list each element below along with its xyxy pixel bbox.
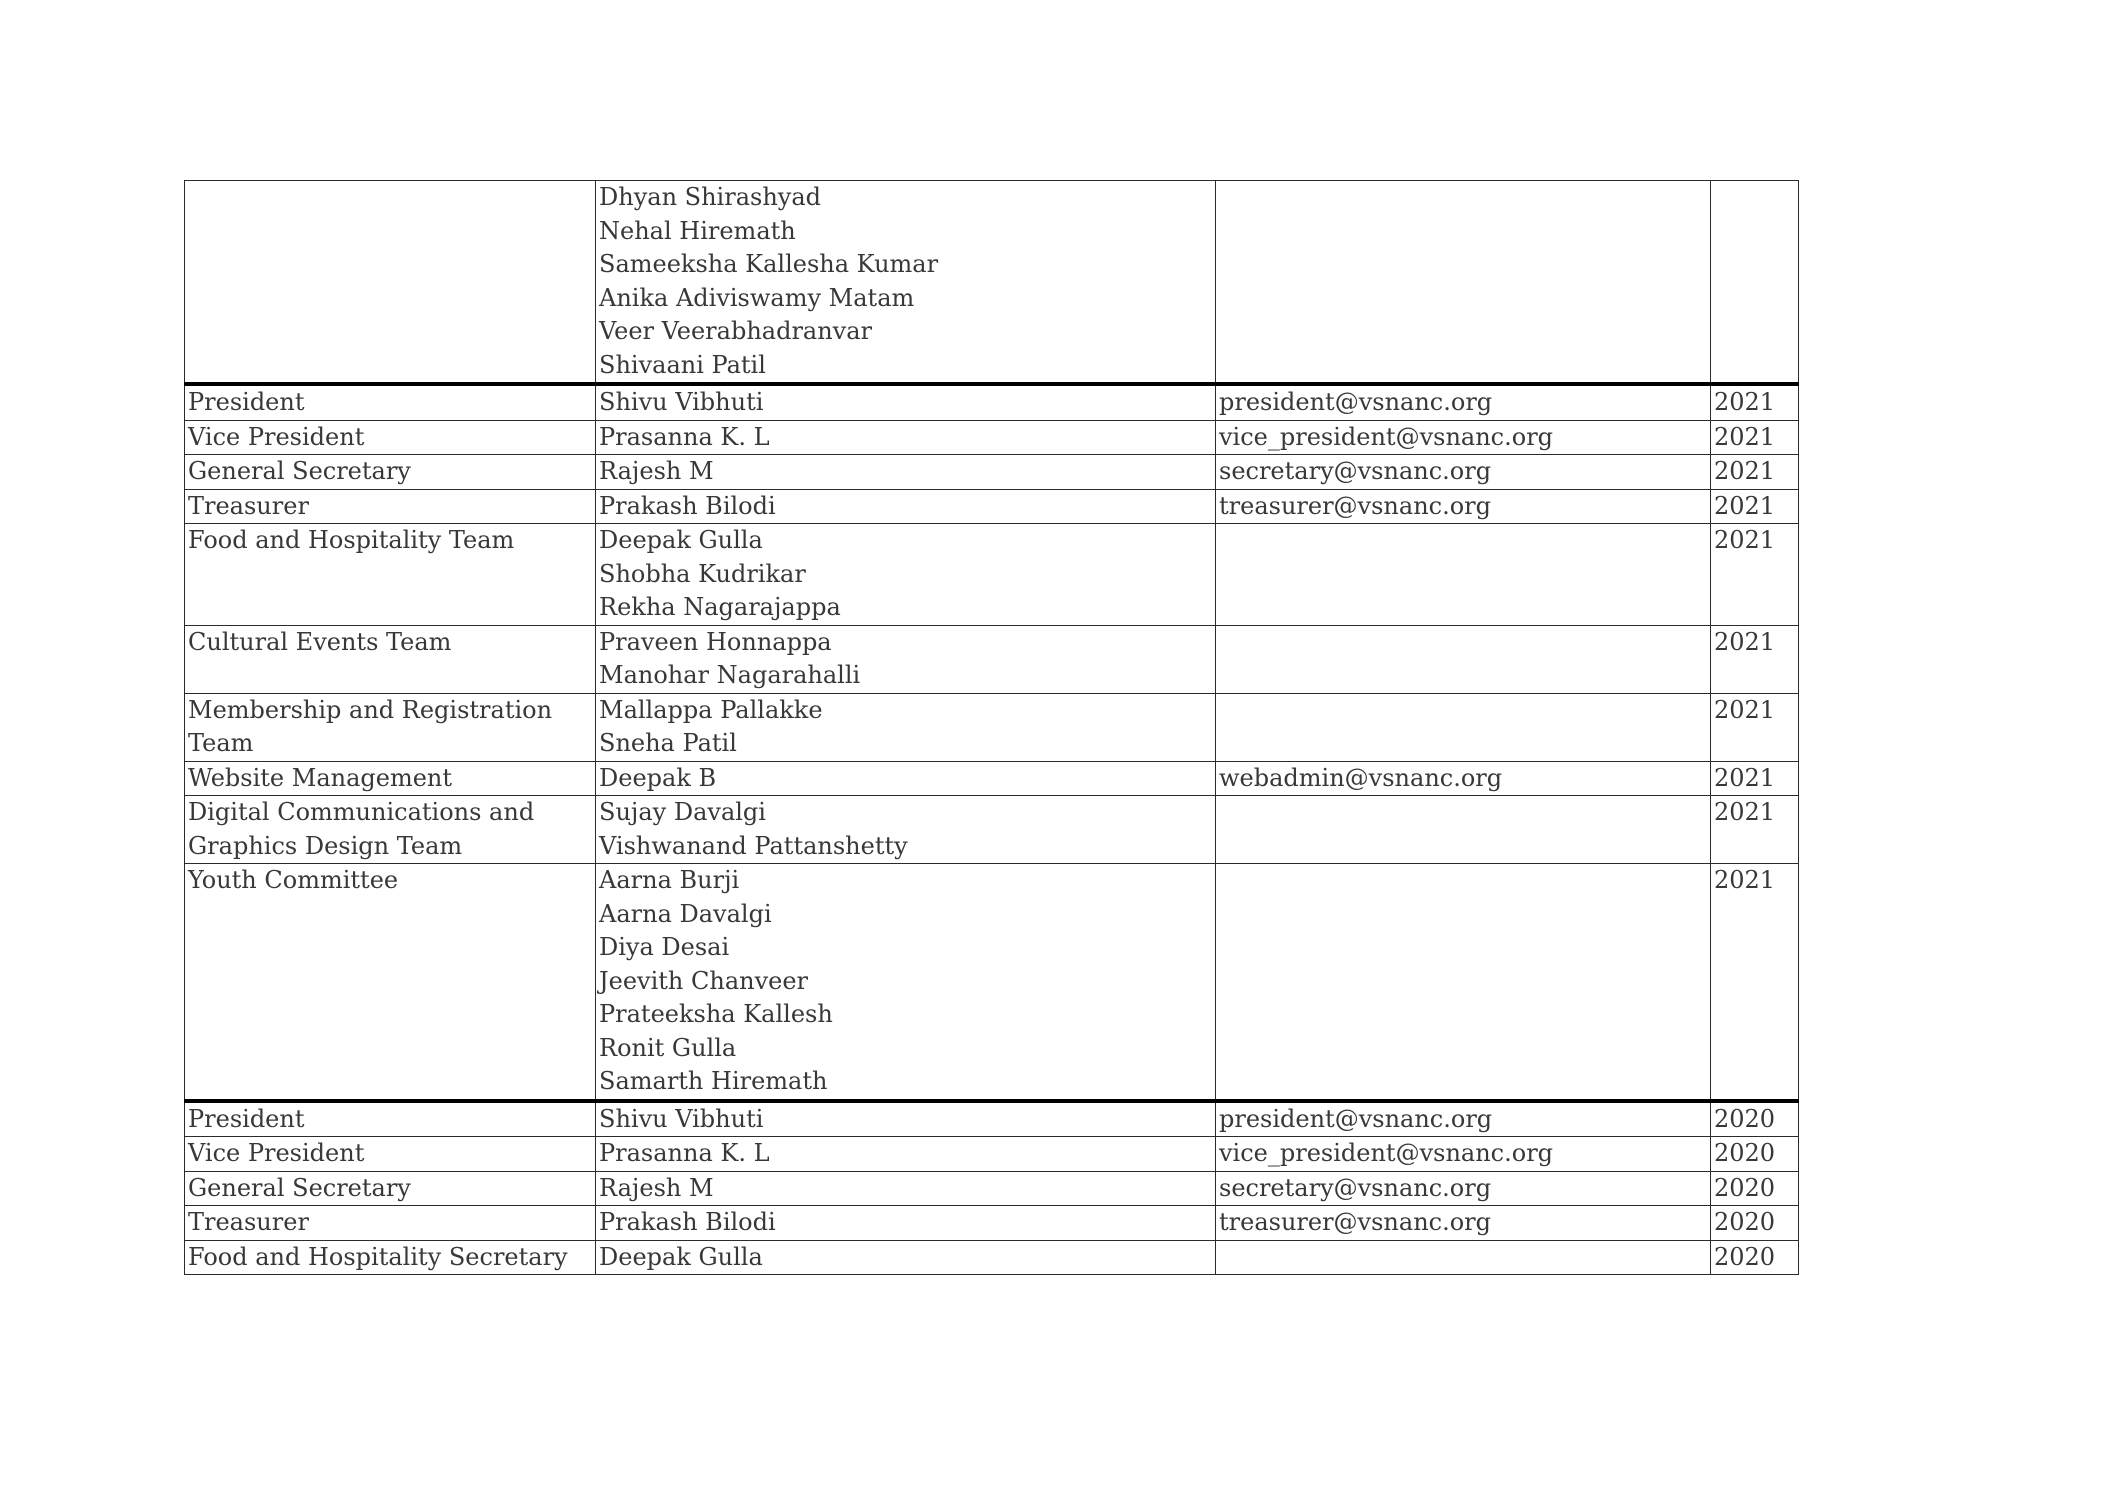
year-cell bbox=[1711, 181, 1799, 385]
members-cell bbox=[596, 524, 1216, 626]
role-cell: President bbox=[185, 384, 596, 420]
members-cell bbox=[596, 1171, 1216, 1206]
members-cell bbox=[596, 455, 1216, 490]
member-name: Shivu Vibhuti bbox=[599, 388, 764, 416]
committee-row bbox=[185, 796, 1799, 864]
committee-row bbox=[185, 384, 1799, 420]
committee-row bbox=[185, 864, 1799, 1101]
email-cell bbox=[1216, 864, 1711, 1101]
email-cell: secretary@vsnanc.org bbox=[1216, 1171, 1711, 1206]
year-cell: 2021 bbox=[1711, 420, 1799, 455]
member-name: Praveen Honnappa bbox=[599, 627, 832, 656]
email-cell bbox=[1216, 181, 1711, 385]
year-cell: 2021 bbox=[1711, 455, 1799, 490]
members-cell bbox=[596, 181, 1216, 385]
year-cell: 2021 bbox=[1711, 489, 1799, 524]
year-cell: 2021 bbox=[1711, 796, 1799, 864]
member-name: Jeevith Chanveer bbox=[599, 966, 809, 995]
members-cell bbox=[596, 489, 1216, 524]
member-name: Rajesh M bbox=[599, 457, 714, 485]
role-cell: Food and Hospitality Secretary bbox=[185, 1240, 596, 1275]
member-name: Deepak Gulla bbox=[599, 1242, 763, 1271]
members-cell bbox=[596, 1101, 1216, 1137]
member-name: Shobha Kudrikar bbox=[599, 559, 806, 588]
table-body bbox=[185, 181, 1799, 1275]
member-name: Manohar Nagarahalli bbox=[599, 661, 861, 689]
email-cell: secretary@vsnanc.org bbox=[1216, 455, 1711, 490]
member-name: Deepak Gulla bbox=[599, 526, 763, 554]
year-cell: 2020 bbox=[1711, 1171, 1799, 1206]
committee-row bbox=[185, 761, 1799, 796]
role-cell: Membership and Registration Team bbox=[185, 693, 596, 761]
member-name: Diya Desai bbox=[599, 933, 730, 961]
member-name: Prasanna K. L bbox=[599, 1139, 770, 1167]
year-cell: 2021 bbox=[1711, 524, 1799, 626]
member-name: Nehal Hiremath bbox=[599, 216, 796, 245]
email-cell bbox=[1216, 1240, 1711, 1275]
role-cell: Website Management bbox=[185, 761, 596, 796]
member-name: Deepak B bbox=[599, 763, 717, 792]
member-name: Rajesh M bbox=[599, 1173, 714, 1202]
members-cell bbox=[596, 625, 1216, 693]
email-cell bbox=[1216, 524, 1711, 626]
member-name: Veer Veerabhadranvar bbox=[599, 317, 873, 345]
member-name: Prakash Bilodi bbox=[599, 491, 776, 520]
members-cell bbox=[596, 761, 1216, 796]
members-cell bbox=[596, 1206, 1216, 1241]
role-cell: Youth Committee bbox=[185, 864, 596, 1101]
year-cell: 2020 bbox=[1711, 1206, 1799, 1241]
member-name: Prakash Bilodi bbox=[599, 1208, 776, 1236]
committee-row bbox=[185, 1240, 1799, 1275]
member-name: Sameeksha Kallesha Kumar bbox=[599, 250, 939, 278]
member-name: Samarth Hiremath bbox=[599, 1067, 828, 1095]
member-name: Prateeksha Kallesh bbox=[599, 1000, 833, 1028]
members-cell bbox=[596, 1137, 1216, 1172]
year-cell: 2020 bbox=[1711, 1240, 1799, 1275]
role-cell: Cultural Events Team bbox=[185, 625, 596, 693]
role-cell: Digital Communications and Graphics Design Team bbox=[185, 796, 596, 864]
email-cell: treasurer@vsnanc.org bbox=[1216, 1206, 1711, 1241]
email-cell bbox=[1216, 796, 1711, 864]
email-cell: treasurer@vsnanc.org bbox=[1216, 489, 1711, 524]
members-cell bbox=[596, 384, 1216, 420]
committee-row bbox=[185, 1101, 1799, 1137]
member-name: Sneha Patil bbox=[599, 729, 737, 757]
year-cell: 2020 bbox=[1711, 1137, 1799, 1172]
members-cell bbox=[596, 1240, 1216, 1275]
year-cell: 2021 bbox=[1711, 864, 1799, 1101]
role-cell: Treasurer bbox=[185, 1206, 596, 1241]
role-cell: Food and Hospitality Team bbox=[185, 524, 596, 626]
member-name: Shivaani Patil bbox=[599, 350, 766, 379]
committee-roster-table bbox=[184, 180, 1799, 1275]
member-name: Ronit Gulla bbox=[599, 1033, 737, 1062]
member-name: Aarna Davalgi bbox=[599, 899, 772, 928]
year-cell: 2021 bbox=[1711, 761, 1799, 796]
committee-row bbox=[185, 1171, 1799, 1206]
year-cell: 2021 bbox=[1711, 384, 1799, 420]
member-name: Sujay Davalgi bbox=[599, 798, 766, 826]
member-name: Shivu Vibhuti bbox=[599, 1104, 764, 1133]
role-cell: General Secretary bbox=[185, 1171, 596, 1206]
member-name: Vishwanand Pattanshetty bbox=[599, 831, 908, 860]
member-name: Anika Adiviswamy Matam bbox=[599, 283, 915, 312]
email-cell bbox=[1216, 625, 1711, 693]
role-cell bbox=[185, 181, 596, 385]
committee-row bbox=[185, 625, 1799, 693]
committee-row bbox=[185, 1137, 1799, 1172]
email-cell: vice_president@vsnanc.org bbox=[1216, 420, 1711, 455]
member-name: Aarna Burji bbox=[599, 866, 740, 894]
committee-row bbox=[185, 524, 1799, 626]
year-cell: 2021 bbox=[1711, 625, 1799, 693]
role-cell: Vice President bbox=[185, 420, 596, 455]
committee-row bbox=[185, 455, 1799, 490]
year-cell: 2020 bbox=[1711, 1101, 1799, 1137]
committee-row bbox=[185, 420, 1799, 455]
member-name: Rekha Nagarajappa bbox=[599, 593, 841, 621]
committee-row bbox=[185, 693, 1799, 761]
role-cell: President bbox=[185, 1101, 596, 1137]
member-name: Mallappa Pallakke bbox=[599, 695, 823, 724]
committee-row bbox=[185, 489, 1799, 524]
email-cell: webadmin@vsnanc.org bbox=[1216, 761, 1711, 796]
role-cell: Vice President bbox=[185, 1137, 596, 1172]
member-name: Dhyan Shirashyad bbox=[599, 183, 822, 211]
members-cell bbox=[596, 693, 1216, 761]
member-name: Prasanna K. L bbox=[599, 422, 770, 451]
role-cell: General Secretary bbox=[185, 455, 596, 490]
members-cell bbox=[596, 864, 1216, 1101]
role-cell: Treasurer bbox=[185, 489, 596, 524]
year-cell: 2021 bbox=[1711, 693, 1799, 761]
email-cell: president@vsnanc.org bbox=[1216, 1101, 1711, 1137]
committee-row bbox=[185, 181, 1799, 385]
members-cell bbox=[596, 420, 1216, 455]
committee-row bbox=[185, 1206, 1799, 1241]
email-cell bbox=[1216, 693, 1711, 761]
email-cell: vice_president@vsnanc.org bbox=[1216, 1137, 1711, 1172]
members-cell bbox=[596, 796, 1216, 864]
email-cell: president@vsnanc.org bbox=[1216, 384, 1711, 420]
